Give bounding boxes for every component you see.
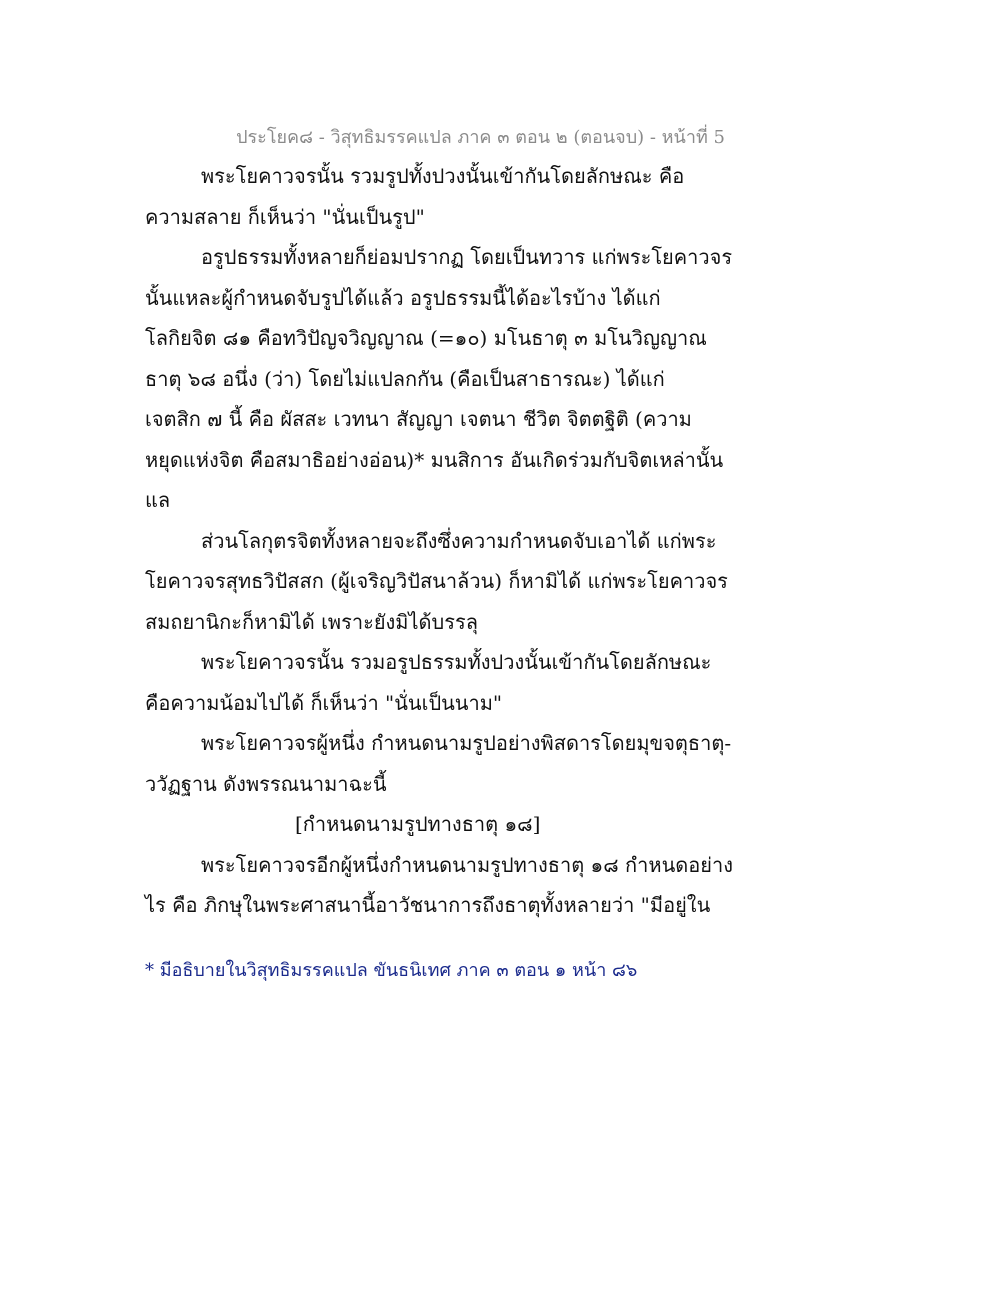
paragraph-line: โลกิยจิต ๘๑ คือทวิปัญจวิญญาณ (=๑๐) มโนธาตุ ๓ มโนวิญญาณ	[145, 326, 707, 350]
paragraph-line: ความสลาย ก็เห็นว่า "นั่นเป็นรูป"	[145, 204, 425, 229]
section-heading: [กำหนดนามรูปทางธาตุ ๑๘]	[295, 812, 541, 836]
paragraph-line: เจตสิก ๗ นี้ คือ ผัสสะ เวทนา สัญญา เจตนา ชีวิต จิตตฐิติ (ความ	[145, 407, 692, 431]
paragraph-line: คือความน้อมไปได้ ก็เห็นว่า "นั่นเป็นนาม"	[145, 690, 503, 715]
body-text	[145, 156, 733, 926]
paragraph-line: พระโยคาวจรนั้น รวมอรูปธรรมทั้งปวงนั้นเข้ากันโดยลักษณะ	[201, 650, 712, 674]
paragraph-line: อรูปธรรมทั้งหลายก็ย่อมปรากฏ โดยเป็นทวาร แก่พระโยคาวจร	[201, 245, 733, 269]
paragraph-line: ธาตุ ๖๘ อนึ่ง (ว่า) โดยไม่แปลกกัน (คือเป็นสาธารณะ) ได้แก่	[145, 366, 665, 391]
paragraph-line: หยุดแห่งจิต คือสมาธิอย่างอ่อน)* มนสิการ อันเกิดร่วมกับจิตเหล่านั้น	[145, 447, 724, 472]
paragraph-line: ไร คือ ภิกษุในพระศาสนานี้อาวัชนาการถึงธาตุทั้งหลายว่า "มีอยู่ใน	[145, 893, 711, 917]
paragraph-line: พระโยคาวจรนั้น รวมรูปทั้งปวงนั้นเข้ากันโดยลักษณะ คือ	[201, 164, 685, 188]
footnote: * มีอธิบายในวิสุทธิมรรคแปล ขันธนิเทศ ภาค ๓ ตอน ๑ หน้า ๘๖	[145, 960, 638, 981]
paragraph-line: พระโยคาวจรอีกผู้หนึ่งกำหนดนามรูปทางธาตุ ๑๘ กำหนดอย่าง	[201, 852, 733, 877]
paragraph-line: นั้นแหละผู้กำหนดจับรูปได้แล้ว อรูปธรรมนี้ได้อะไรบ้าง ได้แก่	[145, 285, 661, 310]
paragraph-line: แล	[145, 488, 171, 512]
paragraph-line: พระโยคาวจรผู้หนึ่ง กำหนดนามรูปอย่างพิสดารโดยมุขจตุธาตุ-	[201, 731, 732, 755]
paragraph-line: ส่วนโลกุตรจิตทั้งหลายจะถึงซึ่งความกำหนดจับเอาได้ แก่พระ	[201, 528, 717, 553]
paragraph-line: โยคาวจรสุทธวิปัสสก (ผู้เจริญวิปัสนาล้วน) ก็หามิได้ แก่พระโยคาวจร	[145, 569, 728, 593]
paragraph-line: ววัฏฐาน ดังพรรณนามาฉะนี้	[145, 771, 387, 796]
running-header: ประโยค๘ - วิสุทธิมรรคแปล ภาค ๓ ตอน ๒ (ตอนจบ) - หน้าที่ 5	[236, 127, 725, 148]
paragraph-line: สมถยานิกะก็หามิได้ เพราะยังมิได้บรรลุ	[145, 609, 478, 634]
